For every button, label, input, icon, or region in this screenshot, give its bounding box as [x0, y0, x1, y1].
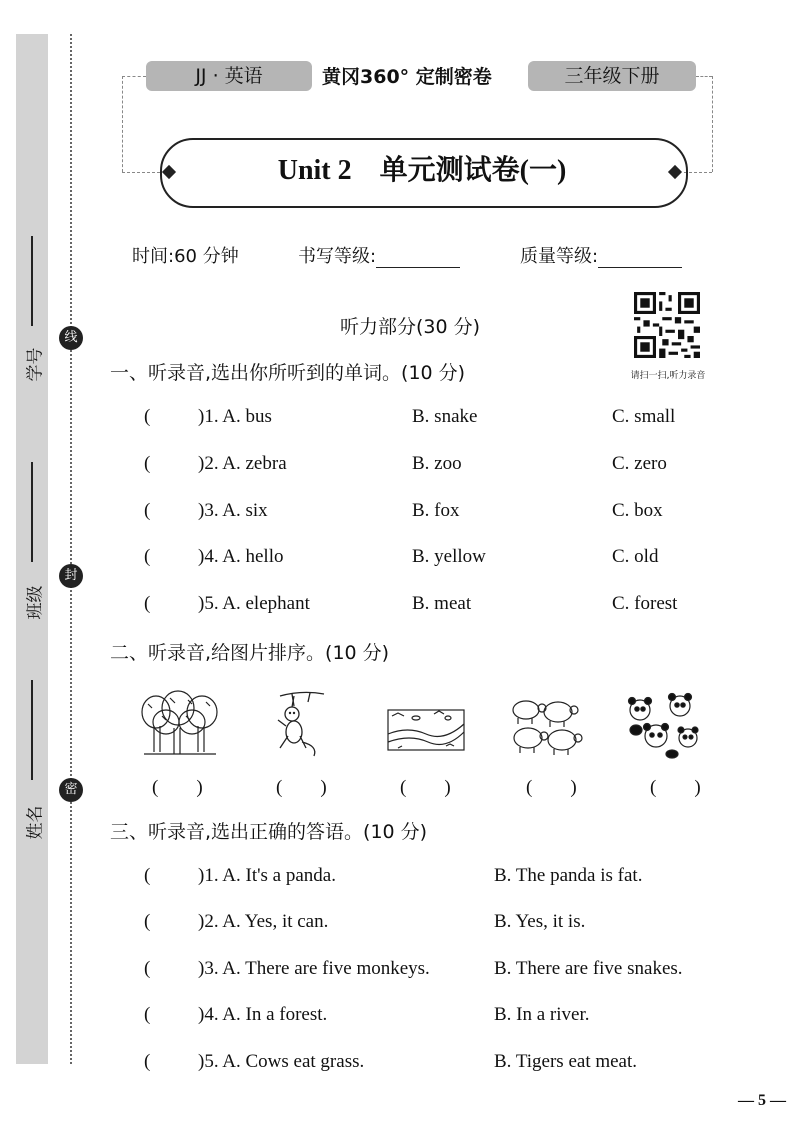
- name-line: [31, 680, 33, 780]
- forest-answer-blank[interactable]: ( ): [152, 777, 203, 798]
- monkey-picture: [262, 690, 342, 762]
- section2-title: 二、听录音,给图片排序。(10 分): [110, 642, 390, 664]
- s3-q1-paren[interactable]: (: [144, 865, 151, 886]
- s3-q3-option-b: B. There are five snakes.: [494, 958, 683, 979]
- sheep-picture: [508, 690, 588, 762]
- header-dash-left-vert: [122, 76, 123, 172]
- s3-q2-paren[interactable]: (: [144, 911, 151, 932]
- s1-q1-paren[interactable]: (: [144, 406, 151, 427]
- writing-grade: [298, 242, 460, 268]
- s1-q3-option-a: )3. A. six: [198, 500, 268, 521]
- name-label: 姓名: [25, 805, 46, 840]
- s3-q3-paren[interactable]: (: [144, 958, 151, 979]
- s1-q5-option-a: )5. A. elephant: [198, 593, 310, 614]
- s3-q4-option-a: )4. A. In a forest.: [198, 1004, 328, 1025]
- s3-q1-option-b: B. The panda is fat.: [494, 865, 643, 886]
- quality-grade-field[interactable]: [598, 247, 682, 268]
- section1-title: 一、听录音,选出你所听到的单词。(10 分): [110, 362, 466, 384]
- s1-q2-option-a: )2. A. zebra: [198, 453, 287, 474]
- s1-q2-paren[interactable]: (: [144, 453, 151, 474]
- s1-q1-option-a: )1. A. bus: [198, 406, 272, 427]
- s3-q2-option-a: )2. A. Yes, it can.: [198, 911, 329, 932]
- s1-q2-option-c: C. zero: [612, 453, 667, 474]
- subject-badge: JJ · 英语: [146, 61, 312, 91]
- s1-q3-paren[interactable]: (: [144, 500, 151, 521]
- cut-line: [70, 34, 72, 1064]
- s3-q4-option-b: B. In a river.: [494, 1004, 590, 1025]
- s1-q4-option-a: )4. A. hello: [198, 546, 284, 567]
- student-id-line: [31, 236, 33, 326]
- s3-q2-option-b: B. Yes, it is.: [494, 911, 586, 932]
- s1-q4-paren[interactable]: (: [144, 546, 151, 567]
- series-title: 黄冈360° 定制密卷: [322, 66, 492, 88]
- s3-q5-option-b: B. Tigers eat meat.: [494, 1051, 638, 1072]
- s1-q5-option-c: C. forest: [612, 593, 678, 614]
- listening-header: 听力部分(30 分): [340, 316, 481, 338]
- class-line: [31, 462, 33, 562]
- s1-q3-option-b: B. fox: [412, 500, 460, 521]
- qr-code[interactable]: [634, 292, 700, 358]
- page-title: Unit 2 单元测试卷(一): [277, 155, 567, 186]
- s1-q1-option-c: C. small: [612, 406, 676, 427]
- monkey-answer-blank[interactable]: ( ): [276, 777, 327, 798]
- s1-q3-option-c: C. box: [612, 500, 663, 521]
- pandas-answer-blank[interactable]: ( ): [650, 777, 701, 798]
- s1-q2-option-b: B. zoo: [412, 453, 462, 474]
- header-dash-right: [696, 76, 712, 77]
- forest-picture: [140, 690, 220, 762]
- seal-line-mark: 线: [59, 326, 83, 350]
- header-dash-right-bottom: [684, 172, 712, 173]
- writing-grade-label: 书写等级:: [298, 246, 377, 267]
- quality-grade: [520, 242, 682, 268]
- writing-grade-field[interactable]: [376, 247, 460, 268]
- page-number: — 5 —: [738, 1092, 786, 1109]
- river-picture: [386, 690, 466, 762]
- sheep-answer-blank[interactable]: ( ): [526, 777, 577, 798]
- class-label: 班级: [25, 585, 46, 620]
- header-dash-left: [122, 76, 146, 77]
- seal-secret-mark: 密: [59, 778, 83, 802]
- s3-q5-paren[interactable]: (: [144, 1051, 151, 1072]
- s3-q5-option-a: )5. A. Cows eat grass.: [198, 1051, 365, 1072]
- s1-q4-option-c: C. old: [612, 546, 659, 567]
- seal-seal-mark: 封: [59, 564, 83, 588]
- s3-q4-paren[interactable]: (: [144, 1004, 151, 1025]
- qr-caption: 请扫一扫,听力录音: [630, 371, 706, 381]
- s1-q4-option-b: B. yellow: [412, 546, 486, 567]
- exam-time: 时间:60 分钟: [132, 246, 239, 267]
- header-dash-right-vert: [712, 76, 713, 172]
- section3-title: 三、听录音,选出正确的答语。(10 分): [110, 821, 428, 843]
- s3-q3-option-a: )3. A. There are five monkeys.: [198, 958, 430, 979]
- quality-grade-label: 质量等级:: [520, 246, 599, 267]
- pandas-picture: [624, 690, 704, 762]
- s3-q1-option-a: )1. A. It's a panda.: [198, 865, 336, 886]
- header-dash-left-bottom: [122, 172, 160, 173]
- grade-badge: 三年级下册: [528, 61, 696, 91]
- s1-q5-option-b: B. meat: [412, 593, 472, 614]
- s1-q1-option-b: B. snake: [412, 406, 478, 427]
- student-id-label: 学号: [25, 347, 46, 382]
- river-answer-blank[interactable]: ( ): [400, 777, 451, 798]
- s1-q5-paren[interactable]: (: [144, 593, 151, 614]
